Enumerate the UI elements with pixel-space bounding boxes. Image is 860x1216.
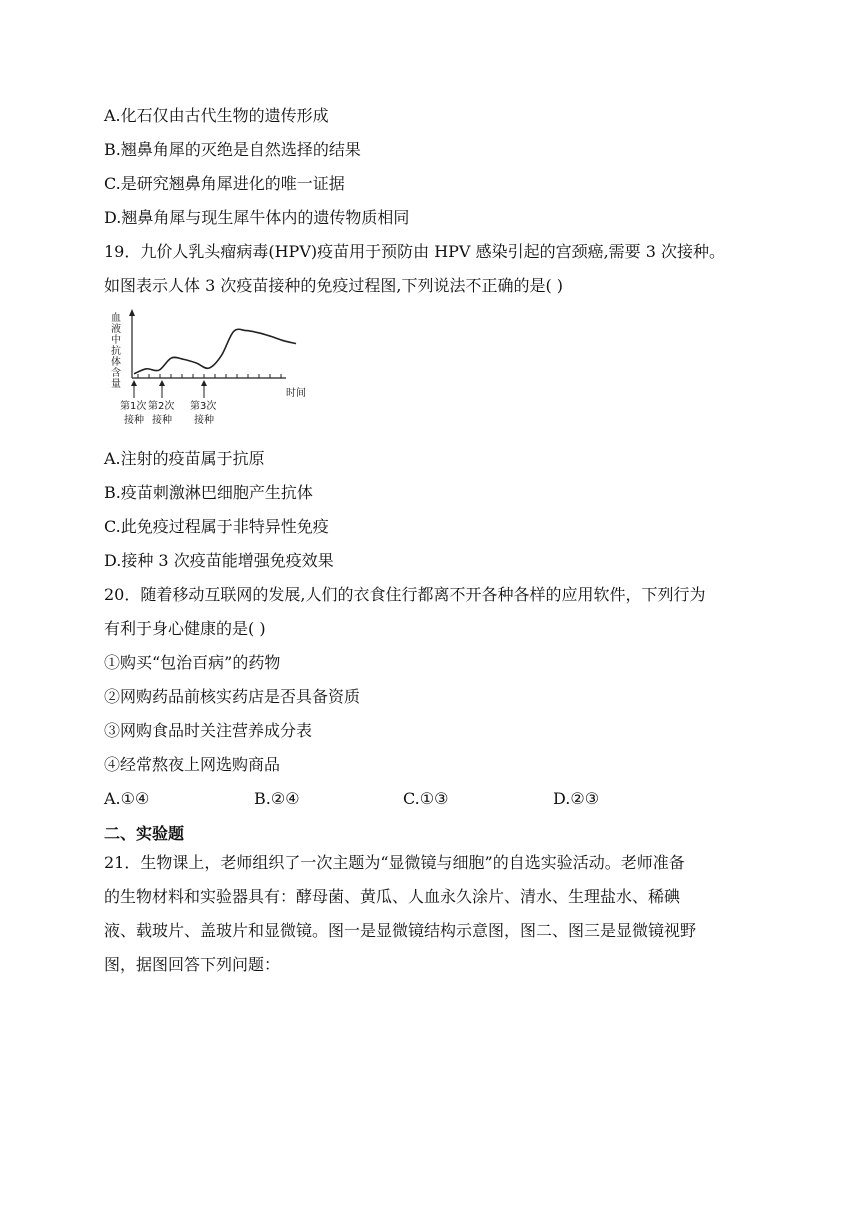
chart-y-axis [129,309,135,378]
dose-label-3b: 接种 [194,415,214,426]
q19-stem-line1: 19．九价人乳头瘤病毒(HPV)疫苗用于预防由 HPV 感染引起的宫颈癌,需要 3 次接种。 [104,242,726,261]
dose-label-3: 第3次 [190,401,217,412]
q20-choice-b: B.②④ [254,789,300,808]
antibody-chart [108,306,316,430]
q18-option-d: D.翘鼻角犀与现生犀牛体内的遗传物质相同 [104,208,410,227]
chart-ylabel: 血液中抗体含量 [108,312,120,389]
dose-arrow-1 [131,380,137,398]
q20-item-2: ②网购药品前核实药店是否具备资质 [104,687,361,706]
dose-arrow-3 [201,380,207,398]
q21-line3: 液、载玻片、盖玻片和显微镜。图一是显微镜结构示意图，图二、图三是显微镜视野 [104,921,697,940]
q20-stem-line1: 20．随着移动互联网的发展,人们的衣食住行都离不开各种各样的应用软件，下列行为 [104,585,706,604]
dose-label-1b: 接种 [124,415,144,426]
section-title: 二、实验题 [104,824,185,843]
q19-option-b: B.疫苗刺激淋巴细胞产生抗体 [104,483,313,502]
dose-label-2b: 接种 [152,415,172,426]
q19-stem-line2: 如图表示人体 3 次疫苗接种的免疫过程图,下列说法不正确的是( ) [104,276,564,295]
q19-option-c: C.此免疫过程属于非特异性免疫 [104,517,329,536]
q20-stem-line2: 有利于身心健康的是( ) [104,619,266,638]
q18-option-a: A.化石仅由古代生物的遗传形成 [104,106,329,125]
dose-label-2: 第2次 [148,401,175,412]
q18-option-c: C.是研究翘鼻角犀进化的唯一证据 [104,174,345,193]
chart-xlabel: 时间 [286,388,306,399]
q20-item-3: ③网购食品时关注营养成分表 [104,721,313,740]
chart-ticks [138,374,281,378]
q18-option-b: B.翘鼻角犀的灭绝是自然选择的结果 [104,140,361,159]
q21-line2: 的生物材料和实验器具有：酵母菌、黄瓜、人血永久涂片、清水、生理盐水、稀碘 [104,887,681,906]
antibody-curve [134,329,296,374]
q21-line1: 21．生物课上，老师组织了一次主题为“显微镜与细胞”的自选实验活动。老师准备 [104,853,685,872]
q20-choice-a: A.①④ [104,789,150,808]
q20-item-4: ④经常熬夜上网选购商品 [104,755,281,774]
q20-choice-c: C.①③ [403,789,449,808]
q20-item-1: ①购买“包治百病”的药物 [104,653,281,672]
dose-arrow-2 [159,380,165,398]
q20-choice-d: D.②③ [553,789,600,808]
q19-option-a: A.注射的疫苗属于抗原 [104,449,265,468]
q21-line4: 图，据图回答下列问题： [104,955,281,974]
dose-label-1: 第1次 [120,401,147,412]
q19-option-d: D.接种 3 次疫苗能增强免疫效果 [104,551,334,570]
